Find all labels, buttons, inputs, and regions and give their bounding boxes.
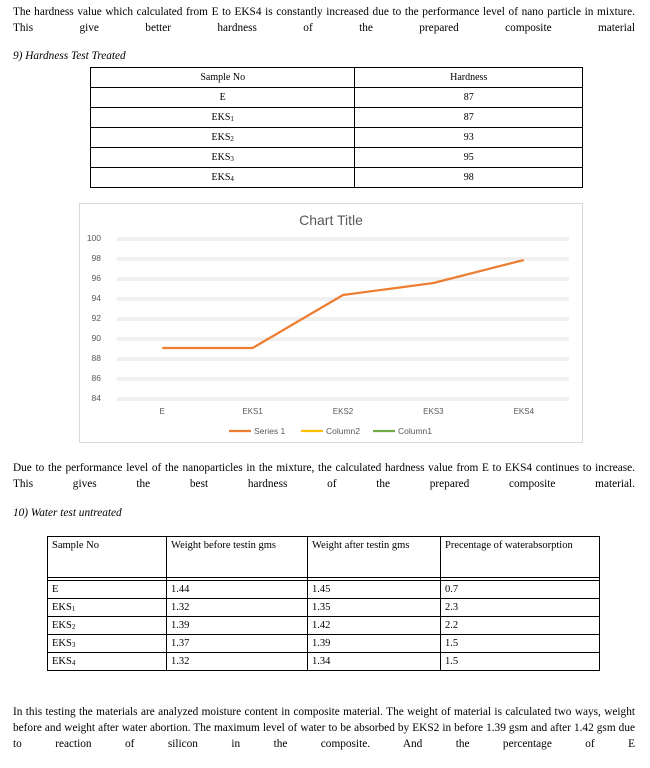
- water-cell-percentage: 0.7: [441, 581, 600, 599]
- water-cell-before: 1.37: [167, 635, 308, 653]
- hardness-table-row: [91, 128, 583, 148]
- hardness-cell-value: 87: [355, 88, 583, 108]
- y-tick-label: 86: [91, 373, 101, 383]
- hardness-cell-sample: $EKS_1$: [91, 108, 355, 128]
- water-cell-sample: $EKS_1$: [48, 599, 167, 617]
- hardness-cell-sample: E: [91, 88, 355, 108]
- water-cell-sample: $EKS_4$: [48, 653, 167, 671]
- water-cell-percentage: 1.5: [441, 653, 600, 671]
- water-cell-percentage: 1.5: [441, 635, 600, 653]
- hardness-table-row: [91, 88, 583, 108]
- y-tick-label: 100: [86, 233, 101, 243]
- x-tick-label: EKS2: [332, 407, 354, 416]
- y-tick-label: 98: [91, 253, 101, 263]
- y-tick-label: 96: [91, 273, 101, 283]
- hardness-cell-value: 93: [355, 128, 583, 148]
- hardness-cell-sample: $EKS_3$: [91, 148, 355, 168]
- hardness-table: [90, 67, 583, 188]
- water-table-row: [48, 635, 600, 653]
- water-header-percentage: Precentage of waterabsorption: [441, 537, 600, 578]
- water-cell-sample: $EKS_2$: [48, 617, 167, 635]
- x-tick-label: EKS3: [423, 407, 444, 416]
- hardness-header-sample: Sample No: [91, 68, 355, 88]
- water-cell-percentage: 2.2: [441, 617, 600, 635]
- water-table-row: [48, 599, 600, 617]
- x-tick-label: E: [159, 407, 165, 416]
- hardness-cell-value: 95: [355, 148, 583, 168]
- water-cell-percentage: 2.3: [441, 599, 600, 617]
- hardness-table-row: [91, 168, 583, 188]
- hardness-table-row: [91, 108, 583, 128]
- hardness-cell-sample: $EKS_4$: [91, 168, 355, 188]
- water-cell-before: 1.32: [167, 599, 308, 617]
- chart-title: Chart Title: [299, 212, 363, 228]
- water-cell-sample: $EKS_3$: [48, 635, 167, 653]
- legend-label: Column1: [398, 426, 433, 436]
- hardness-cell-value: 98: [355, 168, 583, 188]
- legend-label: Column2: [326, 426, 361, 436]
- water-cell-before: 1.44: [167, 581, 308, 599]
- hardness-table-row: [91, 148, 583, 168]
- water-table-row: [48, 617, 600, 635]
- hardness-header-hardness: Hardness: [355, 68, 583, 88]
- y-tick-label: 84: [91, 393, 101, 403]
- water-table-row: [48, 581, 600, 599]
- chart-frame: [80, 204, 583, 443]
- conclusion-paragraph: Due to the performance level of the nanoparticles in the mixture, the calculated hardness value from E to EKS4 continues to increase. This gives the best hardness of the prepared composite material.: [13, 462, 635, 490]
- y-tick-label: 90: [91, 333, 101, 343]
- heading-hardness-test: 9) Hardness Test Treated: [13, 50, 126, 62]
- x-tick-label: EKS4: [513, 407, 535, 416]
- intro-paragraph: The hardness value which calculated from E to EKS4 is constantly increased due to the performance level of nano particle in mixture. This give better hardness of the prepared composite material: [13, 6, 635, 34]
- y-tick-label: 92: [91, 313, 101, 323]
- final-paragraph: In this testing the materials are analyzed moisture content in composite material. The weight of material is calculated two ways, weight before and weight after water abortion. The maximum level of water to be absorbed by EKS2 in before 1.39 gsm and after 1.42 gsm due to reaction of silicon in the composite. And the percentage of E: [13, 706, 635, 750]
- x-tick-label: EKS1: [242, 407, 263, 416]
- water-cell-sample: E: [48, 581, 167, 599]
- heading-water-test: 10) Water test untreated: [13, 507, 122, 519]
- legend-label: Series 1: [254, 426, 286, 436]
- water-cell-before: 1.39: [167, 617, 308, 635]
- hardness-line-chart: [79, 203, 583, 443]
- hardness-cell-value: 87: [355, 108, 583, 128]
- y-tick-label: 88: [91, 353, 101, 363]
- hardness-cell-sample: $EKS_2$: [91, 128, 355, 148]
- water-header-sample: Sample No: [48, 537, 167, 578]
- water-cell-after: 1.42: [308, 617, 441, 635]
- water-cell-after: 1.39: [308, 635, 441, 653]
- water-header-after: Weight after testin gms: [308, 537, 441, 578]
- water-header-before: Weight before testin gms: [167, 537, 308, 578]
- water-cell-after: 1.34: [308, 653, 441, 671]
- water-cell-before: 1.32: [167, 653, 308, 671]
- water-table-row: [48, 653, 600, 671]
- water-cell-after: 1.45: [308, 581, 441, 599]
- water-test-table: [47, 536, 600, 671]
- water-cell-after: 1.35: [308, 599, 441, 617]
- y-tick-label: 94: [91, 293, 101, 303]
